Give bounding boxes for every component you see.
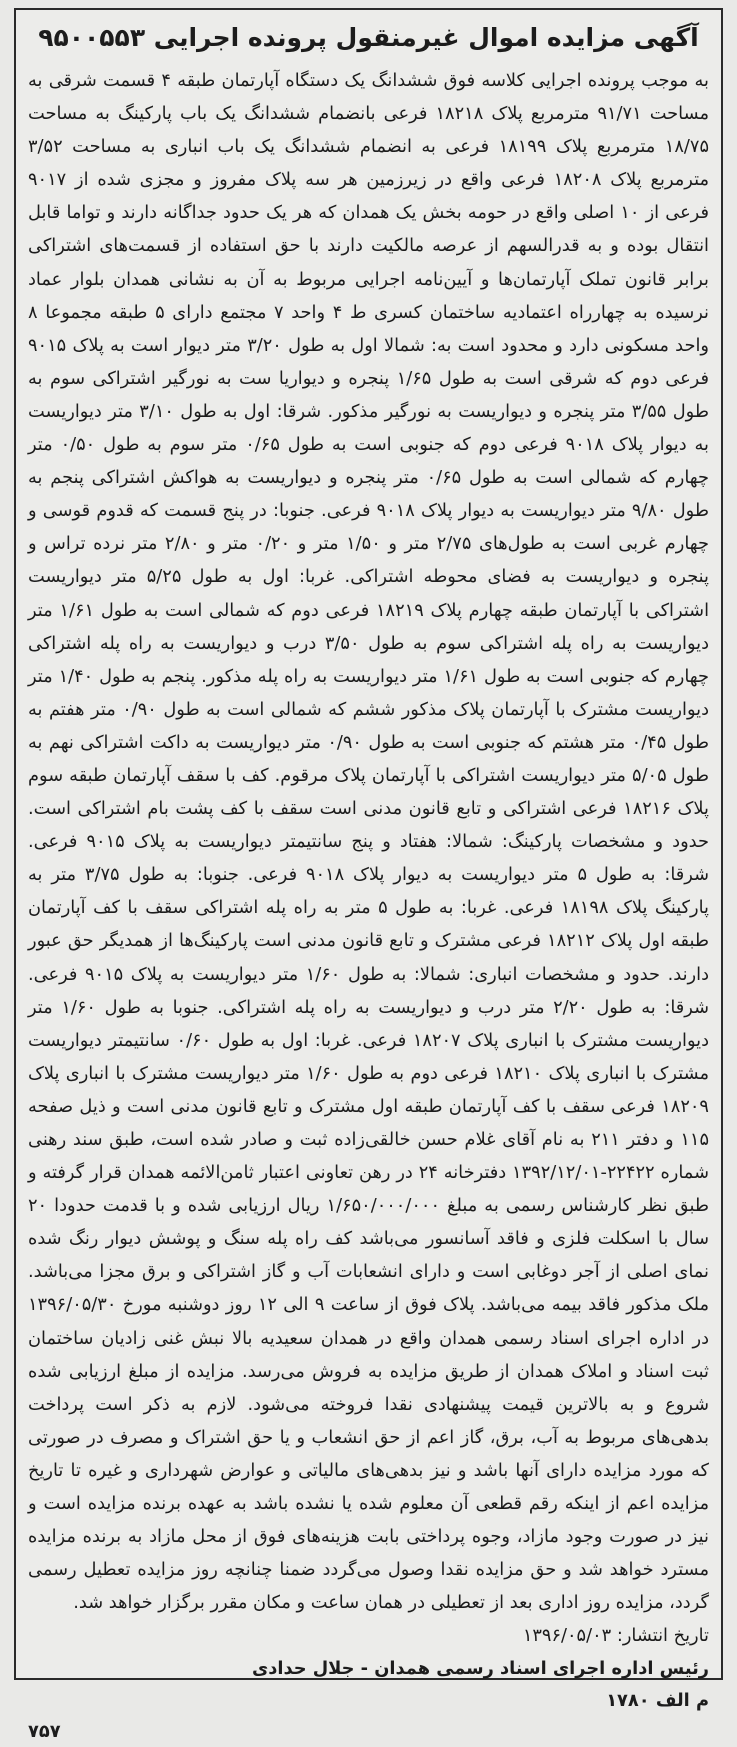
code-row — [28, 1685, 709, 1716]
notice-body: به موجب پرونده اجرایی کلاسه فوق ششدانگ یک دستگاه آپارتمان طبقه ۴ قسمت شرقی به مساحت ۹۱/۷۱ مترمربع پلاک ۱۸۲۱۸ فرعی بانضمام ششدانگ یک باب پارکینگ به مساحت ۱۸/۷۵ مترمربع پلاک ۱۸۱۹۹ فرعی به انضمام ششدانگ یک باب انباری به مساحت ۳/۵۲ مترمربع پلاک ۱۸۲۰۸ فرعی واقع در زیرزمین هر سه پلاک مفروز و مجزی شده از ۹۰۱۷ فرعی از ۱۰ اصلی واقع در حومه بخش یک همدان که هر یک حدود جداگانه دارند و تواما قابل انتقال بوده و به قدرالسهم از عرصه مالکیت دارند با حق استفاده از قسمت‌های اشتراکی برابر قانون تملک آپارتمان‌ها و آیین‌نامه اجرایی مربوط به آن به نشانی همدان بلوار عماد نرسیده به چهارراه اعتمادیه ساختمان کسری ط ۴ واحد ۷ مجتمع دارای ۵ طبقه مجموعا ۸ واحد مسکونی دارد و محدود است به: شمالا اول به طول ۳/۲۰ متر دیوار است به پلاک ۹۰۱۵ فرعی دوم که شرقی است به طول ۱/۶۵ پنجره و دیواریا ست به نورگیر اشتراکی سوم به طول ۳/۵۵ متر پنجره و دیواریست به نورگیر مذکور. شرقا: اول به طول ۳/۱۰ متر دیواریست به دیوار پلاک ۹۰۱۸ فرعی دوم که جنوبی است به طول ۰/۶۵ متر سوم به طول ۰/۵۰ متر چهارم که شمالی است به طول ۰/۶۵ متر پنجره و دیواریست به هواکش اشتراکی پنجم به طول ۹/۸۰ متر دیواریست به دیوار پلاک ۹۰۱۸ فرعی. جنوبا: در پنج قسمت که قدوم قوسی و چهارم غربی است به طول‌های ۲/۷۵ متر و ۱/۵۰ متر و ۰/۲۰ متر و ۲/۸۰ متر نرده تراس و پنجره و دیواریست به فضای محوطه اشتراکی. غربا: اول به طول ۵/۲۵ متر دیواریست اشتراکی با آپارتمان طبقه چهارم پلاک ۱۸۲۱۹ فرعی دوم که شمالی است به طول ۱/۶۱ متر دیواریست به راه پله اشتراکی سوم به طول ۳/۵۰ درب و دیواریست به راه پله اشتراکی چهارم که جنوبی است به طول ۱/۶۱ متر دیواریست به راه پله مذکور. پنجم به طول ۱/۴۰ متر دیواریست مشترک با آپارتمان پلاک مذکور ششم که شمالی است به طول ۰/۹۰ متر هفتم به طول ۰/۴۵ متر هشتم که جنوبی است به طول ۰/۹۰ متر دیواریست به داکت اشتراکی نهم به طول ۵/۰۵ متر دیواریست اشتراکی با آپارتمان پلاک مرقوم. کف با سقف آپارتمان طبقه سوم پلاک ۱۸۲۱۶ فرعی اشتراکی و تابع قانون مدنی است سقف با کف پشت بام اشتراکی است. حدود و مشخصات پارکینگ: شمالا: هفتاد و پنج سانتیمتر دیواریست به پلاک ۹۰۱۵ فرعی. شرقا: به طول ۵ متر دیواریست به دیوار پلاک ۹۰۱۸ فرعی. جنوبا: به طول ۳/۷۵ متر به پارکینگ پلاک ۱۸۱۹۸ فرعی. غربا: به طول ۵ متر به راه پله اشتراکی سقف با کف آپارتمان طبقه اول پلاک ۱۸۲۱۲ فرعی مشترک و تابع قانون مدنی است پارکینگ‌ها از همدیگر حق عبور دارند. حدود و مشخصات انباری: شمالا: به طول ۱/۶۰ متر دیواریست به پلاک ۹۰۱۵ فرعی. شرقا: به طول ۲/۲۰ متر درب و دیواریست به راه پله اشتراکی. جنوبا به طول ۱/۶۰ متر دیواریست مشترک با انباری پلاک ۱۸۲۰۷ فرعی. غربا: اول به طول ۰/۶۰ سانتیمتر دیواریست مشترک با انباری پلاک ۱۸۲۱۰ فرعی دوم به طول ۱/۶۰ متر دیواریست مشترک با انباری پلاک ۱۸۲۰۹ فرعی سقف با کف آپارتمان طبقه اول مشترک و تابع قانون مدنی است و ذیل صفحه ۱۱۵ و دفتر ۲۱۱ به نام آقای غلام حسن خالقی‌زاده ثبت و صادر شده است، طبق سند رهنی شماره ۲۲۴۲۲-۱۳۹۲/۱۲/۰۱ دفترخانه ۲۴ در رهن تعاونی اعتبار ثامن‌الائمه همدان قرار گرفته و طبق نظر کارشناس رسمی به مبلغ ۱/۶۵۰/۰۰۰/۰۰۰ ریال ارزیابی شده و با قدمت حدودا ۲۰ سال با اسکلت فلزی و فاقد آسانسور می‌باشد کف راه پله سنگ و پوشش دیوار رنگ شده نمای اصلی از آجر دوغابی است و دارای انشعابات آب و گاز اشتراکی و برق مجزا می‌باشد. ملک مذکور فاقد بیمه می‌باشد. پلاک فوق از ساعت ۹ الی ۱۲ روز دوشنبه مورخ ۱۳۹۶/۰۵/۳۰ در اداره اجرای اسناد رسمی همدان واقع در همدان سعیدیه بالا نبش غنی زادیان ساختمان ثبت اسناد و املاک همدان از طریق مزایده به فروش می‌رسد. مزایده از مبلغ ارزیابی شده شروع و به بالاترین قیمت پیشنهادی نقدا فروخته می‌شود. لازم به ذکر است پرداخت بدهی‌های مربوط به آب، برق، گاز اعم از حق انشعاب و یا حق اشتراک و مصرف در صورتی که مورد مزایده دارای آنها باشد و نیز بدهی‌های مالیاتی و عوارض شهرداری و غیره تا تاریخ مزایده اعم از اینکه رقم قطعی آن معلوم شده یا نشده باشد به عهده برنده مزایده است و نیز در صورت وجود مازاد، وجوه پرداختی بابت هزینه‌های فوق از محل مازاد به برنده مزایده مسترد خواهد شد و حق مزایده نقدا وصول می‌گردد ضمنا چنانچه روز مزایده تعطیل رسمی گردد، مزایده روز اداری بعد از تعطیلی در همان ساعت و مکان مقرر برگزار خواهد شد. — [28, 70, 710, 1614]
signature: رئیس اداره اجرای اسناد رسمی همدان - جلال حدادی — [251, 1658, 709, 1680]
code-row-2 — [28, 1716, 709, 1747]
signature-row — [28, 1652, 709, 1685]
ad-number: ۷۵۷ — [28, 1721, 61, 1743]
auction-notice — [14, 8, 723, 1743]
notice-title: آگهی مزایده اموال غیرمنقول پرونده اجرایی ۹۵۰۰۵۵۳ — [38, 23, 699, 52]
publication-date: تاریخ انتشار: ۱۳۹۶/۰۵/۰۳ — [522, 1625, 709, 1647]
reference-code: م الف ۱۷۸۰ — [606, 1690, 709, 1712]
